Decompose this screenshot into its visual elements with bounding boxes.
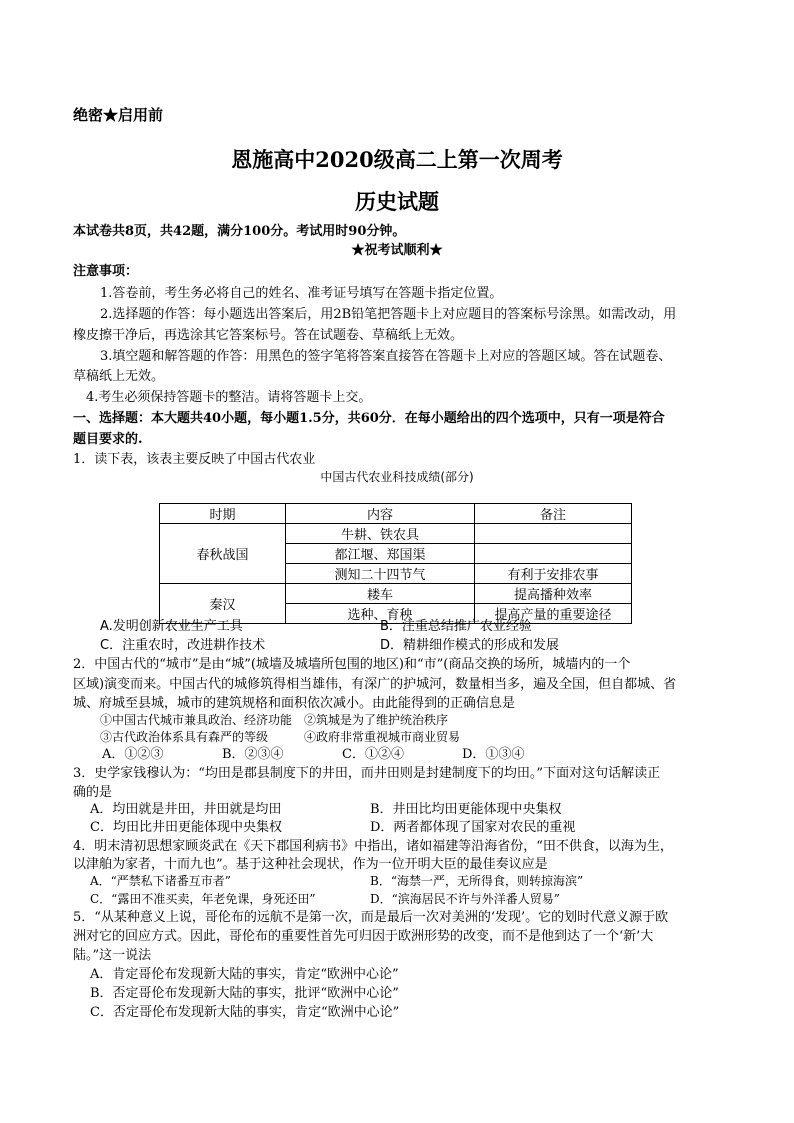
q1-table xyxy=(159,503,632,624)
secret-label: 绝密★启用前 xyxy=(73,106,164,124)
option-d: D．①③④ xyxy=(462,747,525,762)
q3-line2: 确的是 xyxy=(73,785,113,800)
option-b: B．注重总结推广农业经验 xyxy=(380,619,532,634)
note-2b: 橡皮擦干净后，再选涂其它答案标号。答在试题卷、草稿纸上无效。 xyxy=(73,328,464,343)
note-1: 1.答卷前，考生务必将自己的姓名、准考证号填写在答题卡指定位置。 xyxy=(100,286,503,301)
q3-options-cd xyxy=(90,818,740,837)
table-cell: 牛耕、铁农具 xyxy=(286,524,475,544)
exam-subtitle: 历史试题 xyxy=(355,189,439,214)
q2-line1: 2．中国古代的“城市”是由“城”(城墙及城墙所包围的地区)和“市”(商品交换的场所，城墙内的一个 xyxy=(73,657,631,672)
table-cell: 春秋战国 xyxy=(160,524,286,584)
q1-options-ab xyxy=(100,617,750,636)
option-a: A．均田就是井田，井田就是均田 xyxy=(90,802,282,817)
option-d: D．“滨海居民不许与外洋番人贸易” xyxy=(370,892,560,906)
option-b: B．井田比均田更能体现中央集权 xyxy=(370,802,562,817)
q2-line3: 城、府城至县城，城市的建筑规格和面积依次减小。由此能得到的正确信息是 xyxy=(73,696,516,711)
wish-text: ★祝考试顺利★ xyxy=(351,243,443,258)
option-d: D．两者都体现了国家对农民的重视 xyxy=(370,820,576,835)
option-d: D．精耕细作模式的形成和发展 xyxy=(380,638,560,653)
table-header: 时期 xyxy=(160,504,286,524)
q5-option-a: A．肯定哥伦布发现新大陆的事实，肯定“欧洲中心论” xyxy=(90,967,399,982)
q1-table-title: 中国古代农业科技成绩(部分) xyxy=(320,470,474,484)
option-c: C．①②④ xyxy=(342,747,404,762)
option-a: A.发明创新农业生产工具 xyxy=(100,619,243,634)
table-cell: 提高播种效率 xyxy=(475,584,632,604)
table-cell: 选种、育秧 xyxy=(286,604,475,624)
table-cell: 秦汉 xyxy=(160,584,286,624)
q5-line3: 陆。”这一说法 xyxy=(73,948,152,963)
section1-line2: 题目要求的. xyxy=(73,432,143,447)
note-3b: 草稿纸上无效。 xyxy=(73,369,165,384)
q2-options xyxy=(102,745,752,764)
q5-option-c: C．否定哥伦布发现新大陆的事实，肯定“欧洲中心论” xyxy=(90,1005,400,1020)
exam-title: 恩施高中2020级高二上第一次周考 xyxy=(231,147,563,172)
q5-line1: 5．“从某种意义上说，哥伦布的远航不是第一次，而是最后一次对美洲的‘发现’。它的划时代意义源于欧 xyxy=(73,910,669,925)
q2-statements-1: ①中国古代城市兼具政治、经济功能 ②筑城是为了维护统治秩序 xyxy=(100,713,449,727)
exam-info: 本试卷共8页，共42题，满分100分。考试用时90分钟。 xyxy=(73,224,406,239)
table-cell xyxy=(475,544,632,564)
q3-line1: 3．史学家钱穆认为：“均田是郡县制度下的井田，而井田则是封建制度下的均田。”下面对这句话解读正 xyxy=(73,766,661,781)
q4-line2: 以津舶为家者，十而九也”。基于这种社会现状，作为一位开明大臣的最佳奏议应是 xyxy=(73,857,548,872)
table-cell: 测知二十四节气 xyxy=(286,564,475,584)
note-2a: 2.选择题的作答：每小题选出答案后，用2B铅笔把答题卡上对应题目的答案标号涂黑。如需改动，用 xyxy=(100,307,677,322)
table-row xyxy=(160,524,632,544)
table-cell: 提高产量的重要途径 xyxy=(475,604,632,624)
option-b: B．“海禁一严，无所得食，则转掠海滨” xyxy=(370,874,584,888)
q4-line1: 4．明末清初思想家顾炎武在《天下郡国利病书》中指出，诸如福建等沿海省份，“田不供食，以海为生， xyxy=(73,839,673,854)
q1-options-cd xyxy=(100,636,750,655)
q3-options-ab xyxy=(90,800,740,819)
table-cell: 耧车 xyxy=(286,584,475,604)
table-cell: 都江堰、郑国渠 xyxy=(286,544,475,564)
table-header-row xyxy=(160,504,632,524)
option-c: C．“露田不准买卖，年老免课，身死还田” xyxy=(90,892,316,906)
table-header: 内容 xyxy=(286,504,475,524)
table-cell xyxy=(475,524,632,544)
option-c: C．注重农时，改进耕作技术 xyxy=(100,638,266,653)
notes-heading: 注意事项： xyxy=(73,264,139,279)
section1-line1: 一、选择题：本大题共40小题，每小题1.5分，共60分．在每小题给出的四个选项中，只有一项是符合 xyxy=(73,411,665,426)
q2-statements-2: ③古代政治体系具有森严的等级 ④政府非常重视城市商业贸易 xyxy=(100,730,461,744)
option-a: A．“严禁私下诸番互市者” xyxy=(90,874,231,888)
table-header: 备注 xyxy=(475,504,632,524)
q4-options-cd xyxy=(90,890,740,909)
q4-options-ab xyxy=(90,872,740,891)
table-row xyxy=(160,584,632,604)
option-c: C．均田比井田更能体现中央集权 xyxy=(90,820,282,835)
note-4: 4.考生必须保持答题卡的整洁。请将答题卡上交。 xyxy=(86,390,372,405)
q2-line2: 区域)演变而来。中国古代的城修筑得相当雄伟，有深广的护城河，数量相当多，遍及全国，但自都城、省 xyxy=(73,677,677,692)
q1-stem: 1．读下表，该表主要反映了中国古代农业 xyxy=(73,452,316,467)
table-cell: 有利于安排农事 xyxy=(475,564,632,584)
q5-line2: 洲对它的回应方式。因此，哥伦布的重要性首先可归因于欧洲形势的改变，而不是他到达了一个‘新’大 xyxy=(73,929,654,944)
option-a: A．①②③ xyxy=(102,747,164,762)
option-b: B．②③④ xyxy=(222,747,284,762)
q5-option-b: B．否定哥伦布发现新大陆的事实，批评“欧洲中心论” xyxy=(90,986,399,1001)
note-3a: 3.填空题和解答题的作答：用黑色的签字笔将答案直接答在答题卡上对应的答题区域。答在试题卷、 xyxy=(100,349,672,364)
